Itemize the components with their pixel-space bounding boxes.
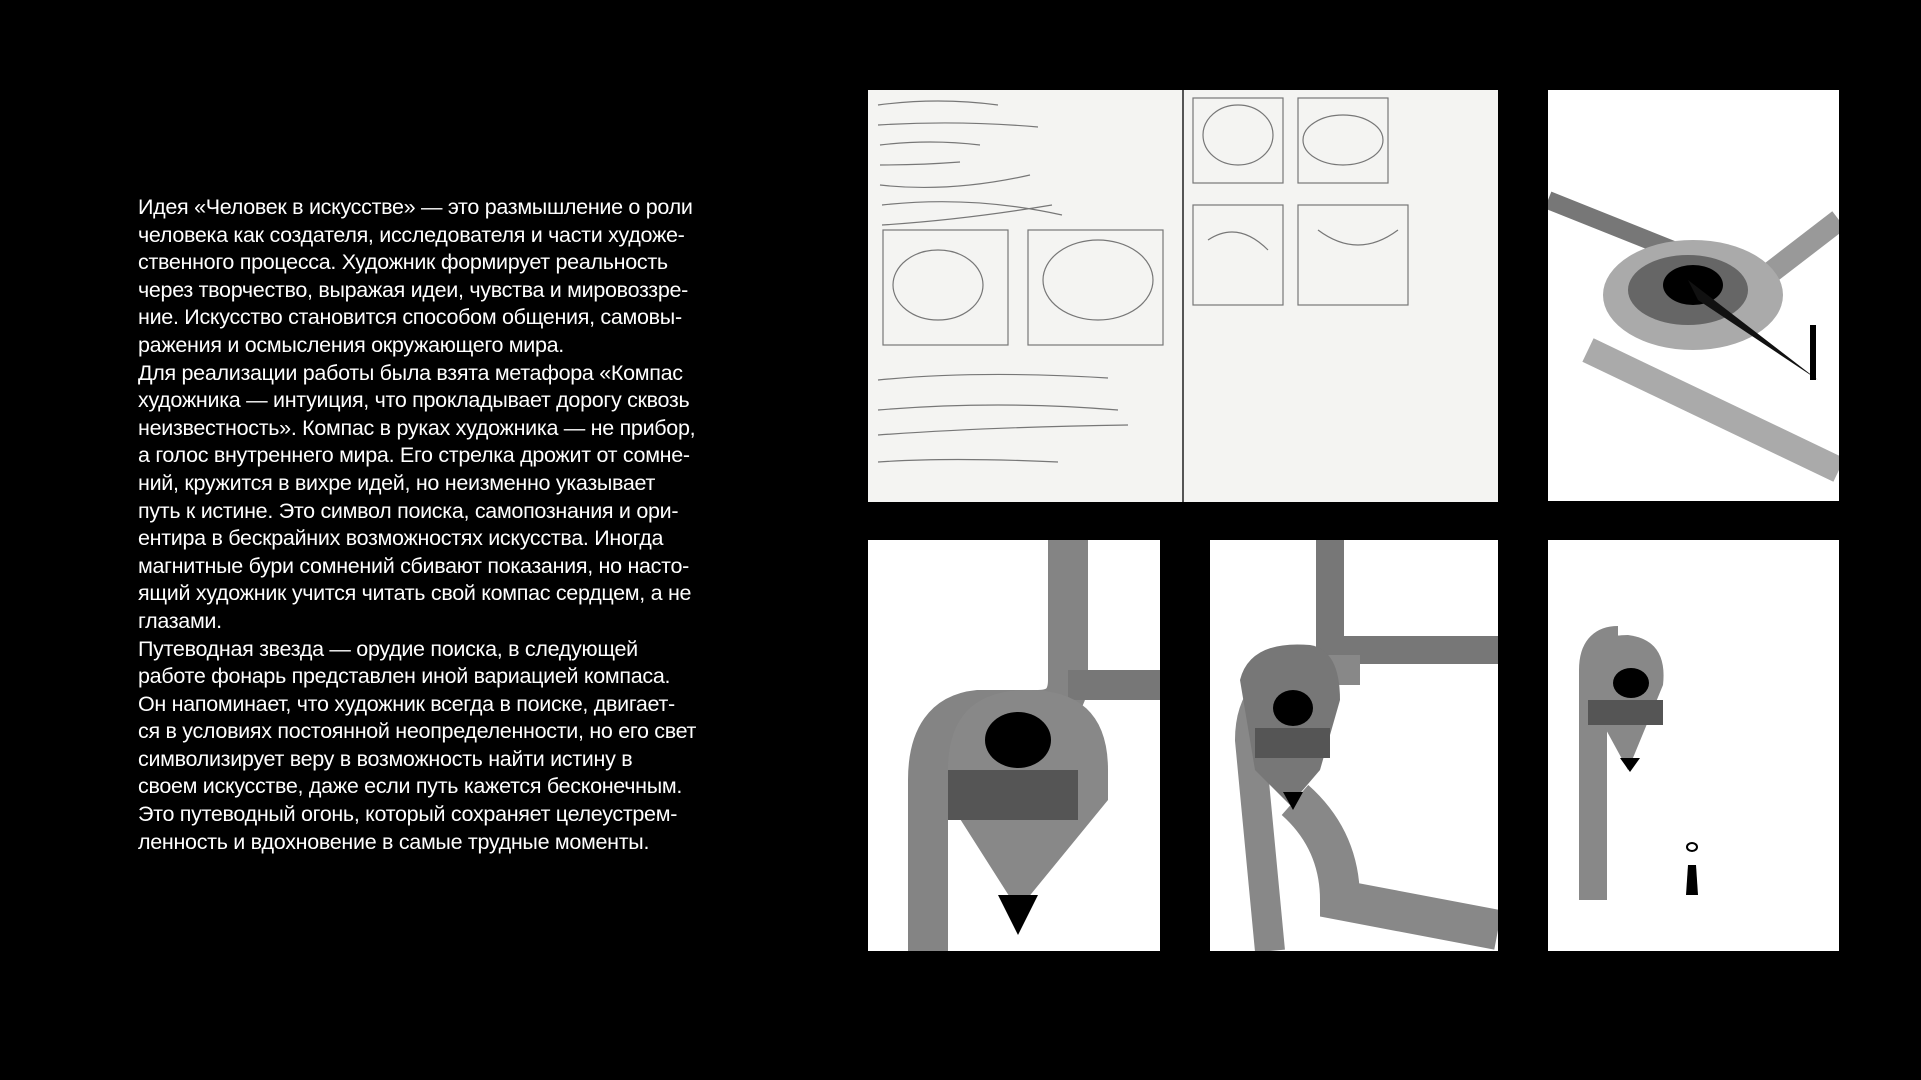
text-line: глазами. <box>138 608 222 633</box>
text-line: символизирует веру в возможность найти истину в <box>138 746 633 771</box>
pencil-eye-illustration-2 <box>1210 540 1498 951</box>
text-line: ящий художник учится читать свой компас сердцем, а не <box>138 581 692 606</box>
text-line: ражения и осмысления окружающего мира. <box>138 332 564 357</box>
text-line: ся в условиях постоянной неопределенности, но его свет <box>138 719 697 744</box>
text-line: Он напоминает, что художник всегда в поиске, двигает- <box>138 691 675 716</box>
text-line: своем искусстве, даже если путь кажется бесконечным. <box>138 774 683 799</box>
description-text <box>138 194 778 856</box>
text-line: Это путеводный огонь, который сохраняет целеустрем- <box>138 802 678 827</box>
sketchbook-image <box>868 90 1498 502</box>
text-line: магнитные бури сомнений сбивают показания, но насто- <box>138 553 689 578</box>
text-line: ние. Искусство становится способом общения, самовы- <box>138 305 682 330</box>
text-line: Идея «Человек в искусстве» — это размышление о роли <box>138 195 693 219</box>
text-line: Для реализации работы была взята метафора «Компас <box>138 360 683 385</box>
eye-compass-illustration <box>1548 90 1839 501</box>
pencil-eye-illustration-3 <box>1548 540 1839 951</box>
text-line: через творчество, выражая идеи, чувства и мировоззре- <box>138 277 689 302</box>
text-line: человека как создателя, исследователя и части художе- <box>138 222 685 247</box>
text-line: ственного процесса. Художник формирует реальность <box>138 250 668 275</box>
text-line: работе фонарь представлен иной вариацией компаса. <box>138 664 671 689</box>
text-line: ний, кружится в вихре идей, но неизменно указывает <box>138 470 656 495</box>
text-line: путь к истине. Это символ поиска, самопознания и ори- <box>138 498 679 523</box>
text-line: неизвестность». Компас в руках художника — не прибор, <box>138 415 696 440</box>
text-line: художника — интуиция, что прокладывает дорогу сквозь <box>138 388 690 413</box>
text-line: ленность и вдохновение в самые трудные моменты. <box>138 829 650 854</box>
text-line: Путеводная звезда — орудие поиска, в следующей <box>138 636 638 661</box>
pencil-eye-illustration-1 <box>868 540 1160 951</box>
text-line: а голос внутреннего мира. Его стрелка дрожит от сомне- <box>138 443 690 468</box>
text-line: ентира в бескрайних возможностях искусства. Иногда <box>138 526 664 551</box>
